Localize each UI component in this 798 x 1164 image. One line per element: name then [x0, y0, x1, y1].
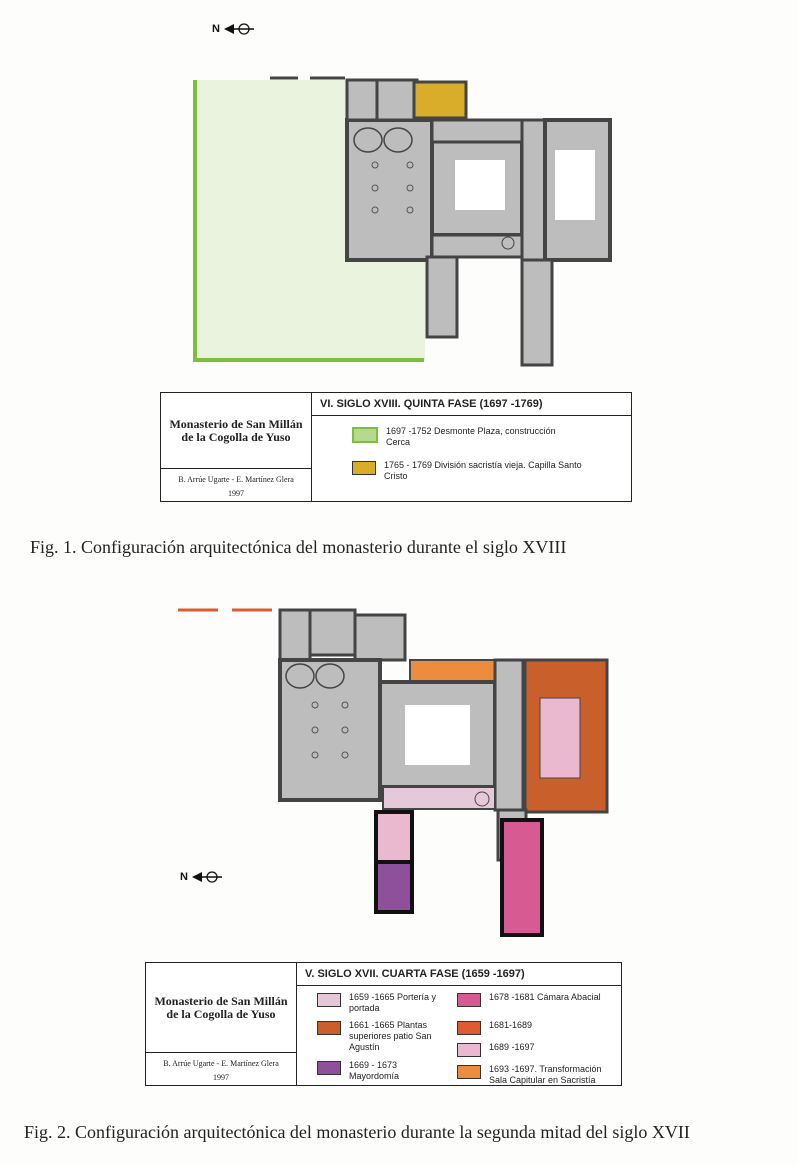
- legend-item: 1697 -1752 Desmonte Plaza, construcción Cerca: [352, 426, 582, 448]
- porteria: [383, 787, 495, 809]
- legend-1: [160, 392, 632, 502]
- north-arrow-2: N: [180, 870, 224, 884]
- legend-item: 1659 -1665 Portería y portada: [317, 992, 447, 1014]
- legend-item: 1661 -1665 Plantas superiores patio San Agustín: [317, 1020, 447, 1053]
- legend-item: 1669 - 1673 Mayordomía: [317, 1060, 447, 1082]
- church-2: [280, 660, 380, 800]
- legend-swatch: [352, 427, 378, 443]
- north-arrow: N: [212, 22, 256, 36]
- figure-1: [0, 0, 798, 580]
- north-arrow-icon: [222, 22, 256, 36]
- figure-caption: Fig. 1. Configuración arquitectónica del monasterio durante el siglo XVIII: [30, 537, 567, 557]
- year: 1997: [228, 489, 244, 498]
- floor-plan-2: [0, 580, 798, 950]
- legend-swatch: [457, 993, 481, 1007]
- camara-abacial: [502, 820, 542, 935]
- year: 1997: [213, 1073, 229, 1082]
- monastery-name: Monasterio de San Millán de la Cogolla de Yuso: [161, 393, 311, 469]
- legend-swatch: [317, 993, 341, 1007]
- legend-item: 1765 - 1769 División sacristía vieja. Capilla Santo Cristo: [352, 460, 582, 482]
- legend-swatch: [457, 1021, 481, 1035]
- authors: B. Arrúe Ugarte - E. Martínez Glera: [178, 475, 294, 484]
- legend-item: 1689 -1697: [457, 1042, 607, 1057]
- phase-title: V. SIGLO XVII. CUARTA FASE (1659 -1697): [297, 963, 621, 986]
- floor-plan-1: [0, 0, 798, 380]
- legend-2: [145, 962, 622, 1086]
- mayordomia: [376, 862, 412, 912]
- legend-item: 1681-1689: [457, 1020, 607, 1035]
- legend-swatch: [352, 461, 376, 475]
- legend-item: 1678 -1681 Cámara Abacial: [457, 992, 607, 1007]
- legend-swatch: [317, 1021, 341, 1035]
- legend-swatch: [457, 1065, 481, 1079]
- plaza-area-lower: [195, 260, 425, 360]
- legend-swatch: [317, 1061, 341, 1075]
- phase-title: VI. SIGLO XVIII. QUINTA FASE (1697 -1769): [312, 393, 631, 416]
- legend-item: 1693 -1697. Transformación Sala Capitular en Sacristía: [457, 1064, 617, 1086]
- figure-2: [0, 580, 798, 1164]
- sacristia: [410, 660, 495, 682]
- north-arrow-icon: [190, 870, 224, 884]
- church: [347, 120, 432, 260]
- capilla-santo-cristo: [414, 82, 466, 118]
- monastery-name: Monasterio de San Millán de la Cogolla de Yuso: [146, 963, 296, 1053]
- legend-swatch: [457, 1043, 481, 1057]
- authors: B. Arrúe Ugarte - E. Martínez Glera: [163, 1059, 279, 1068]
- figure-caption: Fig. 2. Configuración arquitectónica del monasterio durante la segunda mitad del siglo XVII: [24, 1122, 690, 1142]
